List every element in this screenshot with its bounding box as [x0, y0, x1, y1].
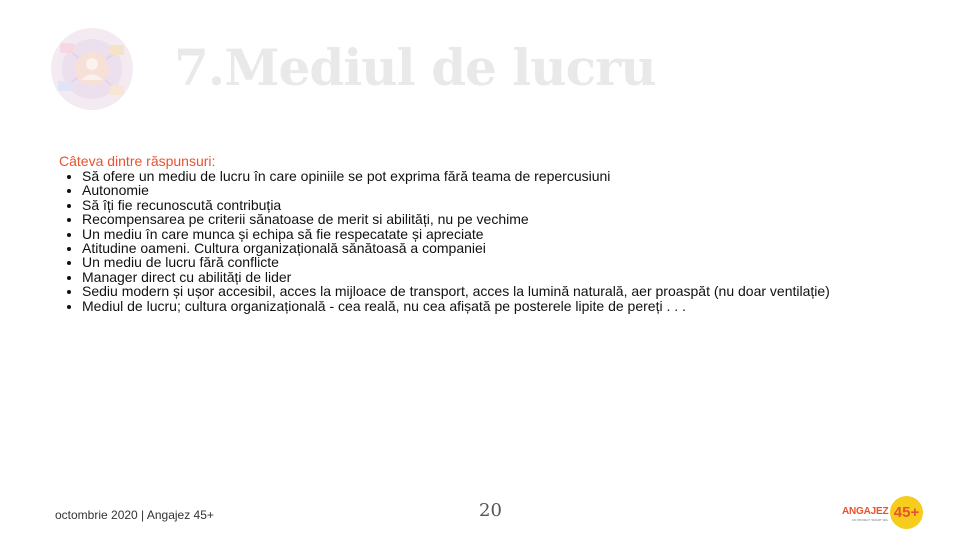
list-item: • Să ofere un mediu de lucru în care opiniile se pot exprima fără teama de repercusiuni: [82, 169, 939, 183]
logo-wordmark: ANGAJEZ: [842, 506, 889, 517]
page-number: 20: [479, 500, 502, 521]
list-item: • Sediu modern și ușor accesibil, acces la mijloace de transport, acces la lumină naturală, aer proaspăt (nu doar ventilație): [82, 284, 939, 298]
list-item: • Un mediu de lucru fără conflicte: [82, 255, 939, 269]
footer-date-brand: octombrie 2020 | Angajez 45+: [55, 508, 214, 522]
list-item: • Atitudine oameni. Cultura organizațională sănătoasă a companiei: [82, 241, 939, 255]
answers-intro: Câteva dintre răspunsuri:: [59, 153, 216, 169]
answers-list: [59, 169, 939, 313]
slide-title: 7.Mediul de lucru: [174, 38, 656, 97]
list-item: • Să îți fie recunoscută contribuția: [82, 198, 939, 212]
angajez-logo: [842, 495, 924, 531]
logo-badge: 45+: [890, 496, 923, 529]
list-item: • Mediul de lucru; cultura organizațională - cea reală, nu cea afișată pe posterele lipite de pereți . . .: [82, 299, 939, 313]
answers-section: [59, 153, 939, 313]
workplace-network-icon: [50, 27, 134, 111]
list-item: • Autonomie: [82, 183, 939, 197]
list-item: • Manager direct cu abilități de lider: [82, 270, 939, 284]
list-item: • Recompensarea pe criterii sănatoase de merit si abilități, nu pe vechime: [82, 212, 939, 226]
logo-tagline: UN PROIECT SMART SRL: [852, 518, 889, 522]
list-item: • Un mediu în care munca și echipa să fie respecatate și apreciate: [82, 227, 939, 241]
